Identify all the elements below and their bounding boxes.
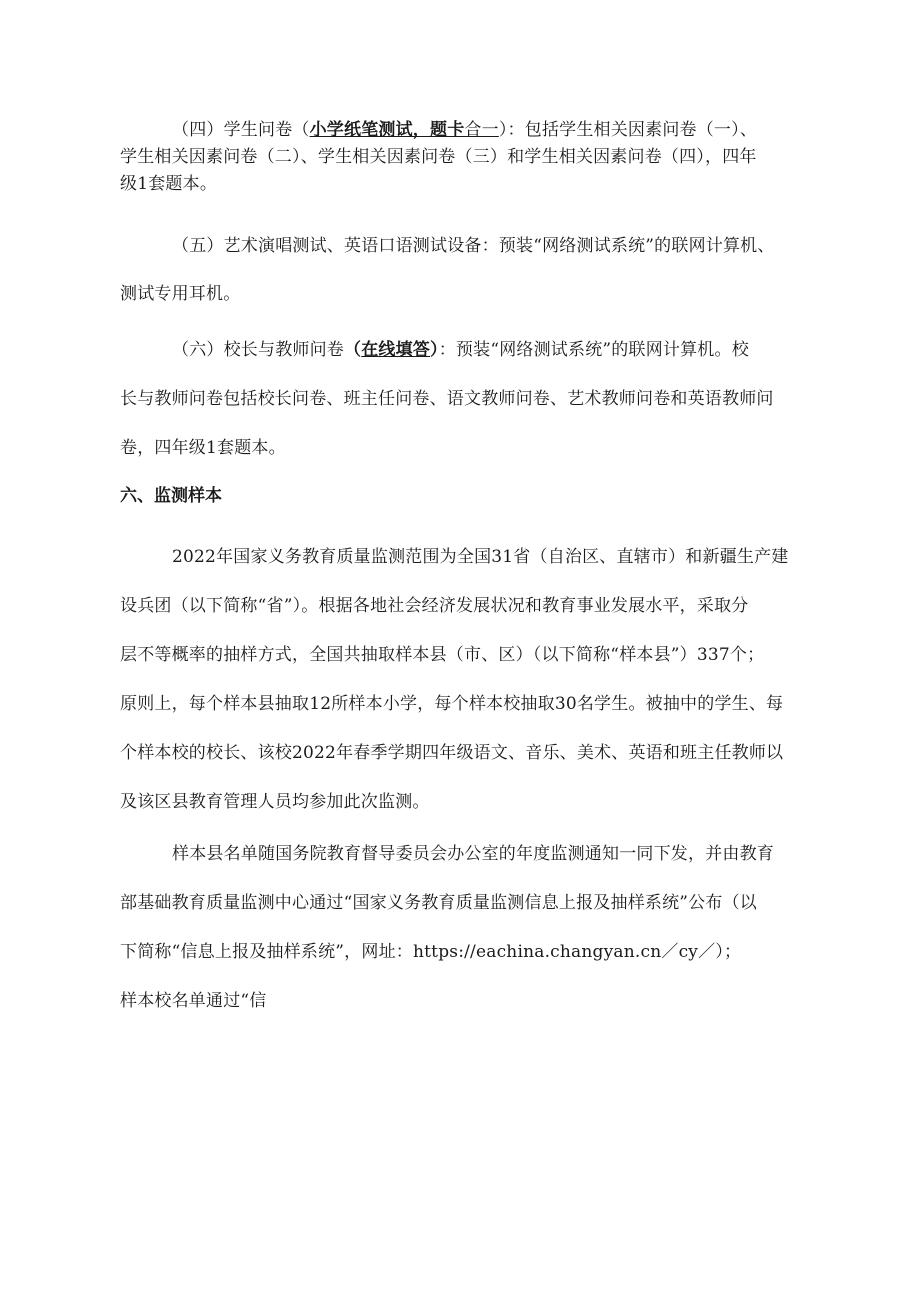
sample-scope-line-6: 及该区县教育管理人员均参加此次监测。 (120, 792, 430, 812)
section-4-line-2: 学生相关因素问卷（二）、学生相关因素问卷（三）和学生相关因素问卷（四），四年 (120, 147, 757, 167)
sample-scope-line-1: 2022年国家义务教育质量监测范围为全国31省（自治区、直辖市）和新疆生产建 (172, 547, 789, 567)
section-4-line-1 (120, 117, 882, 144)
section-6-line-3: 卷，四年级1套题本。 (120, 438, 286, 458)
section-heading-sample: 六、监测样本 (120, 486, 222, 506)
sample-scope-line-5: 个样本校的校长、该校2022年春季学期四年级语文、音乐、美术、英语和班主任教师以 (120, 743, 784, 763)
section-5-line-1: （五）艺术演唱测试、英语口语测试设备：预装“网络测试系统”的联网计算机、 (172, 236, 775, 256)
section-4-paragraph (120, 117, 882, 198)
section-4-bold-underlined-text: 小学纸笔测试，题卡 (309, 120, 465, 140)
sample-scope-line-2: 设兵团（以下简称“省”）。根据各地社会经济发展状况和教育事业发展水平，采取分 (120, 596, 749, 616)
section-6-bold-underlined-text: 在线填答 (361, 340, 431, 360)
sample-list-line-2: 部基础教育质量监测中心通过“国家义务教育质量监测信息上报及抽样系统”公布（以 (120, 893, 757, 913)
section-6-rest: ：预装“网络测试系统”的联网计算机。校 (438, 340, 749, 360)
section-5-paragraph (120, 222, 882, 318)
section-6-line-2: 长与教师问卷包括校长问卷、班主任问卷、语文教师问卷、艺术教师问卷和英语教师问 (120, 389, 774, 409)
section-6-bold-open-paren: （ (344, 340, 362, 360)
section-4-rest: ）：包括学生相关因素问卷（一）、 (498, 120, 758, 140)
sample-list-line-4: 样本校名单通过“信 (120, 991, 267, 1011)
section-5-line-2: 测试专用耳机。 (120, 284, 241, 304)
sample-list-paragraph (120, 830, 882, 1026)
sample-list-line-3: 下简称“信息上报及抽样系统”，网址：https://eachina.changyan.cn／cy／）； (120, 942, 742, 962)
section-4-prefix: （四）学生问卷（ (172, 120, 310, 140)
section-6-paragraph (120, 326, 882, 473)
sample-list-line-1: 样本县名单随国务院教育督导委员会办公室的年度监测通知一同下发，并由教育 (172, 844, 774, 864)
section-6-prefix: （六）校长与教师问卷 (172, 340, 344, 360)
sample-scope-line-4: 原则上，每个样本县抽取12所样本小学，每个样本校抽取30名学生。被抽中的学生、每 (120, 694, 784, 714)
section-6-bold-close-paren: ） (430, 340, 439, 360)
sample-scope-line-3: 层不等概率的抽样方式，全国共抽取样本县（市、区）（以下简称“样本县”）337个； (120, 645, 765, 665)
sample-scope-paragraph (120, 533, 882, 827)
section-4-line-3: 级1套题本。 (120, 174, 218, 194)
section-4-underlined-text: 合一 (464, 120, 499, 140)
section-6-line-1 (120, 326, 882, 375)
